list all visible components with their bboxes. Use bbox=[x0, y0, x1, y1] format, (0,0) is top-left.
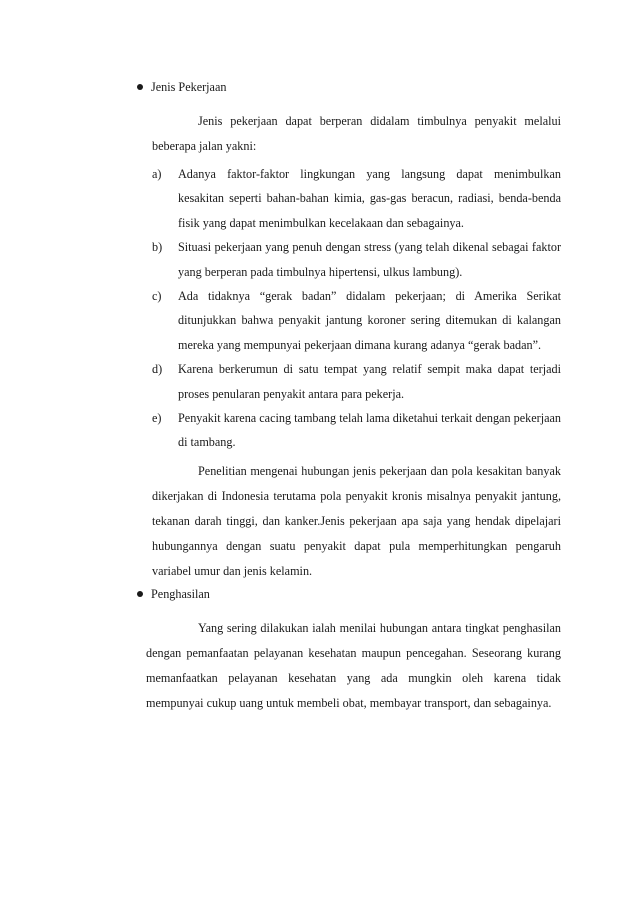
list-item-text: Penyakit karena cacing tambang telah lama diketahui terkait dengan pekerjaan di tambang. bbox=[178, 411, 561, 450]
factor-list bbox=[152, 162, 561, 455]
intro-paragraph bbox=[152, 109, 561, 159]
list-marker: e) bbox=[152, 411, 162, 426]
list-marker: a) bbox=[152, 167, 162, 181]
list-marker: d) bbox=[152, 362, 163, 377]
list-item bbox=[152, 406, 561, 455]
bullet-icon bbox=[137, 591, 143, 597]
penghasilan-paragraph bbox=[146, 616, 561, 716]
list-item-text: Ada tidaknya “gerak badan” didalam pekerjaan; di Amerika Serikat ditunjukkan bahwa penyakit jantung koroner sering ditemukan di kalangan mereka yang mempunyai pekerjaan dimana kurang adanya “gerak badan”. bbox=[178, 289, 561, 352]
intro-text: Jenis pekerjaan dapat berperan didalam timbulnya penyakit melalui beberapa jalan yakni: bbox=[152, 114, 561, 153]
list-marker: b) bbox=[152, 240, 163, 255]
list-item bbox=[152, 357, 561, 406]
list-item-text: Karena berkerumun di satu tempat yang relatif sempit maka dapat terjadi proses penularan penyakit antara para pekerja. bbox=[178, 362, 561, 401]
list-item bbox=[152, 162, 561, 235]
list-marker: c) bbox=[152, 289, 162, 304]
bullet-icon bbox=[137, 84, 143, 90]
penghasilan-text: Yang sering dilakukan ialah menilai hubungan antara tingkat penghasilan dengan pemanfaatan pelayanan kesehatan maupun pencegahan. Seseorang kurang memanfaatkan pelayanan kesehatan yang ada mungkin oleh karena tidak mempunyai cukup uang untuk membeli obat, membayar transport, dan sebagainya. bbox=[146, 621, 561, 710]
closing-paragraph bbox=[152, 459, 561, 584]
list-item bbox=[152, 284, 561, 357]
list-item-text: Adanya faktor-faktor lingkungan yang langsung dapat menimbulkan kesakitan seperti bahan-bahan kimia, gas-gas beracun, radiasi, benda-benda fisik yang dapat menimbulkan kecelakaan dan sebagainya. bbox=[178, 167, 561, 230]
closing-text: Penelitian mengenai hubungan jenis pekerjaan dan pola kesakitan banyak dikerjakan di Indonesia terutama pola penyakit kronis misalnya penyakit jantung, tekanan darah tinggi, dan kanker.Jenis pekerjaan apa saja yang hendak dipelajari hubungannya dengan suatu penyakit dapat pula memperhitungkan pengaruh variabel umur dan jenis kelamin. bbox=[152, 464, 561, 578]
heading-text: Penghasilan bbox=[151, 587, 210, 601]
list-item bbox=[152, 235, 561, 284]
list-item-text: Situasi pekerjaan yang penuh dengan stress (yang telah dikenal sebagai faktor yang berperan pada timbulnya hipertensi, ulkus lambung). bbox=[178, 240, 561, 279]
heading-text: Jenis Pekerjaan bbox=[151, 80, 227, 94]
